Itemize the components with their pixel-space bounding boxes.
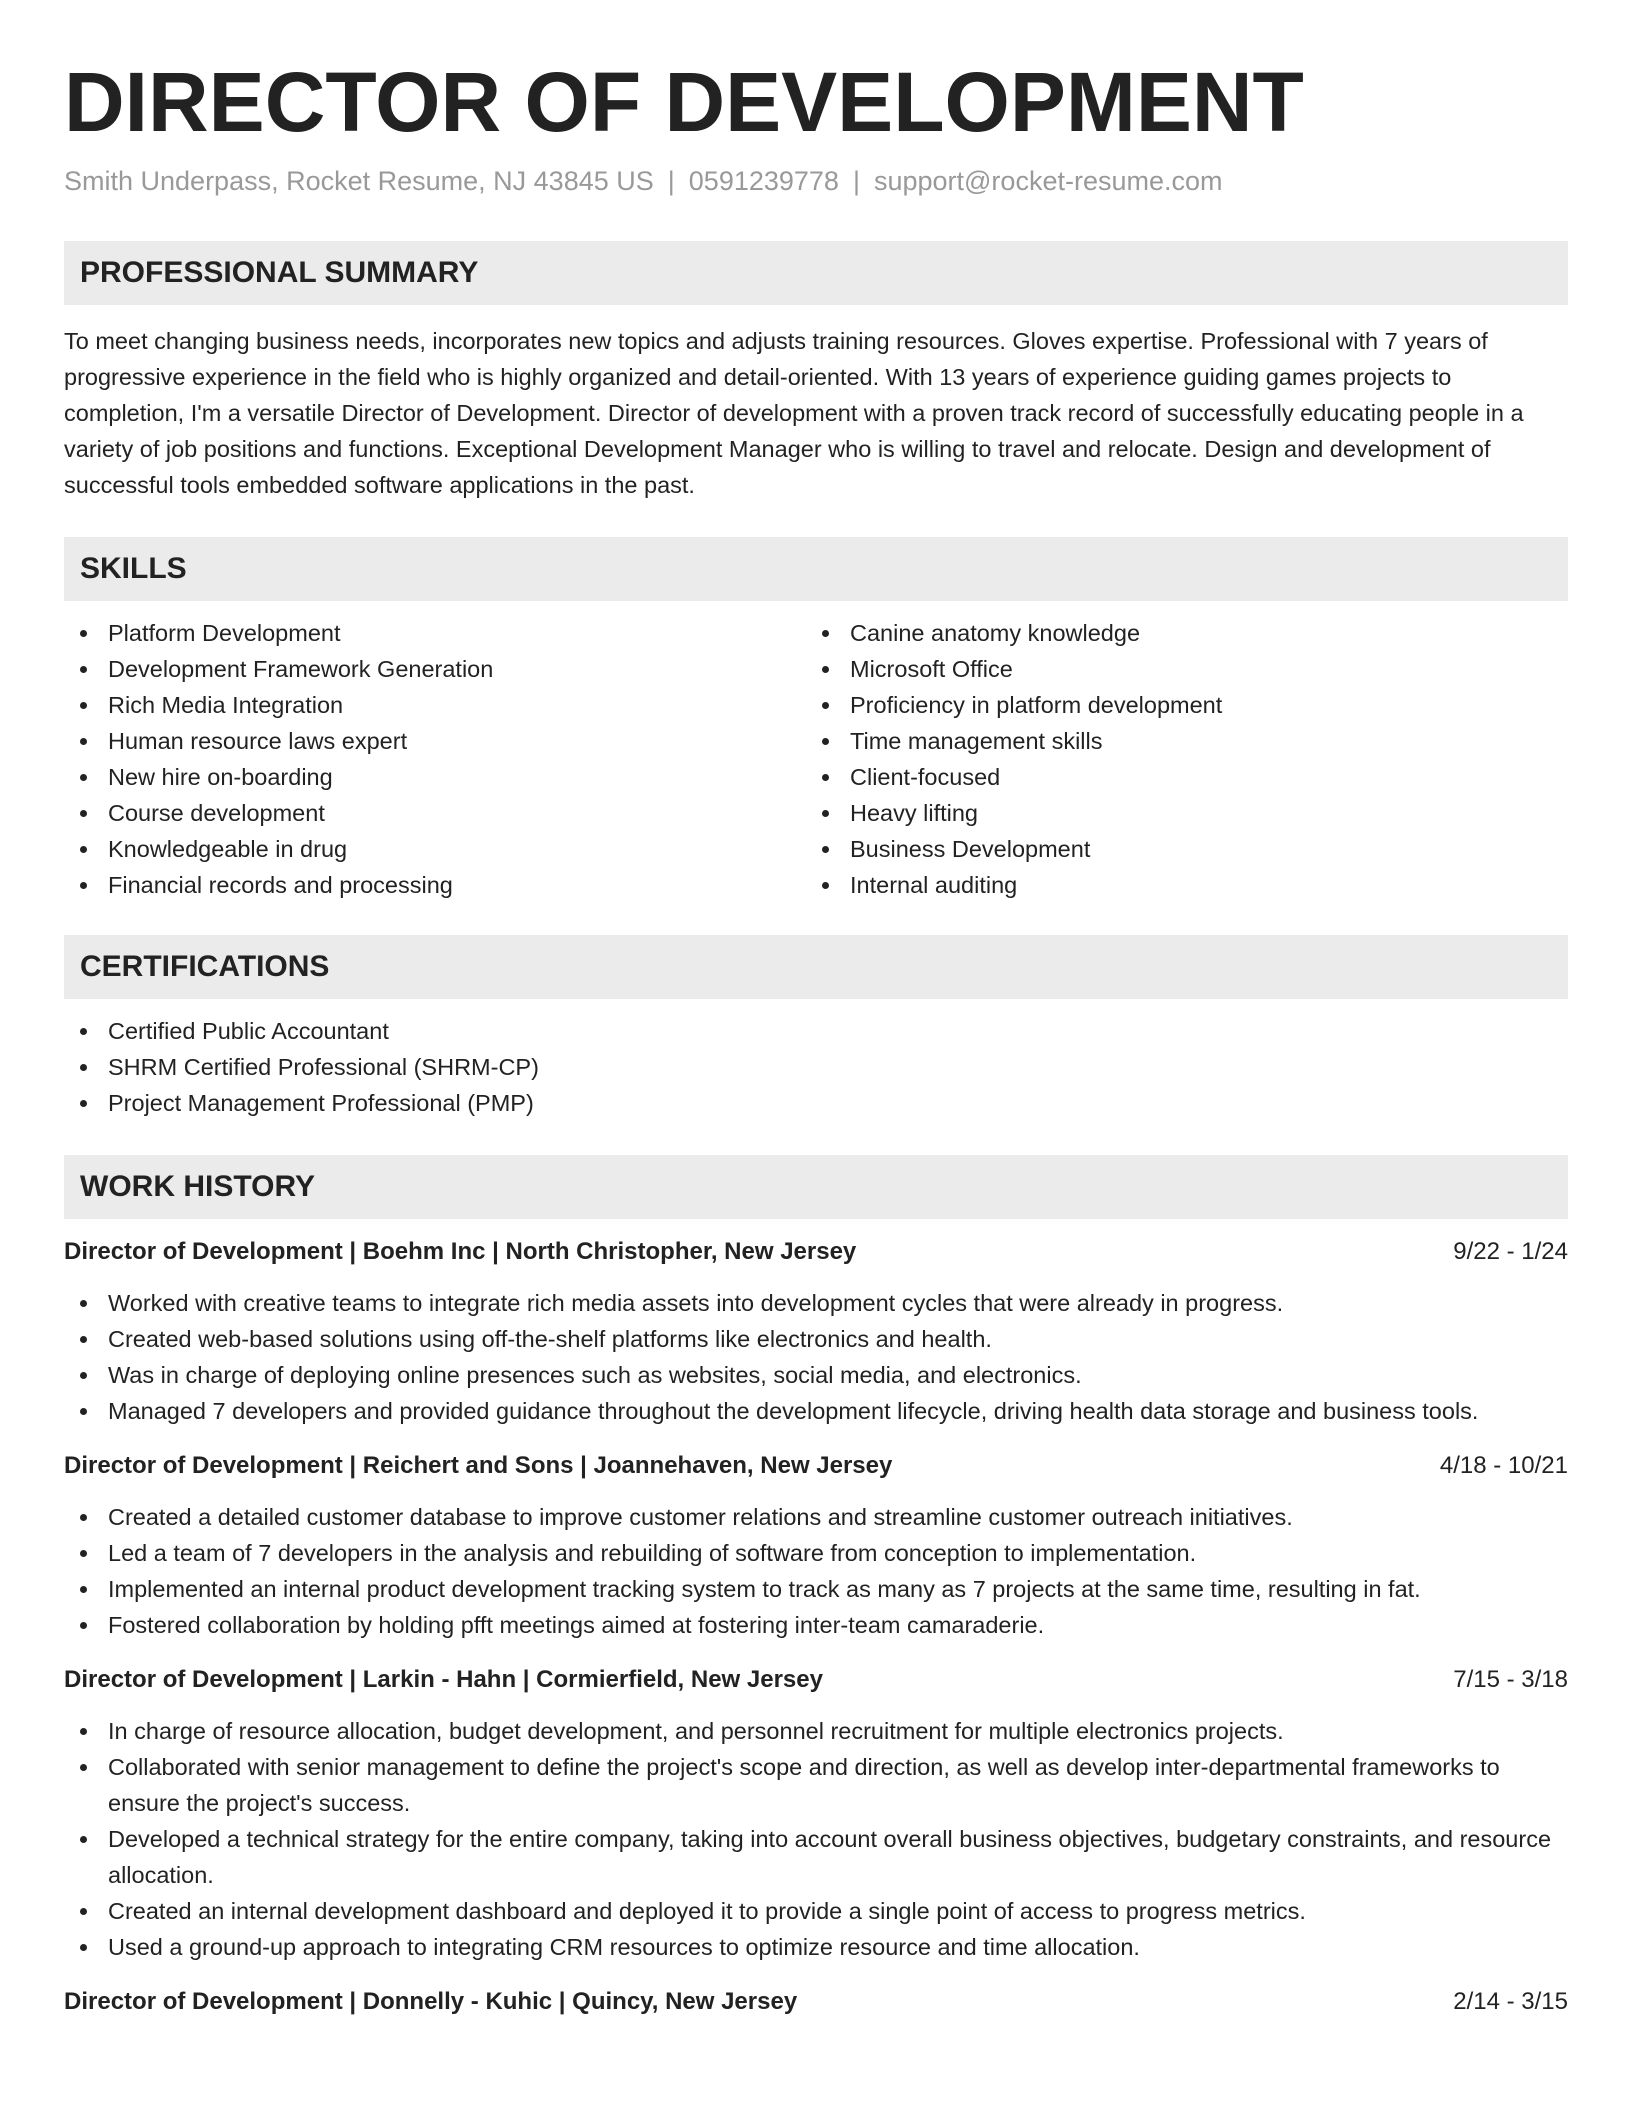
work-history-list <box>64 1235 1568 2019</box>
job-entry <box>64 1235 1568 1429</box>
skill-item: Internal auditing <box>806 867 1548 903</box>
skill-item: Knowledgeable in drug <box>64 831 806 867</box>
job-bullets <box>64 1499 1568 1643</box>
certification-item: Certified Public Accountant <box>64 1013 1568 1049</box>
job-bullet: In charge of resource allocation, budget development, and personnel recruitment for multiple electronics projects. <box>64 1713 1568 1749</box>
skill-item: Development Framework Generation <box>64 651 806 687</box>
job-bullet: Collaborated with senior management to define the project's scope and direction, as well as develop inter-departmental frameworks to ensure the project's success. <box>64 1749 1568 1821</box>
contact-separator: | <box>667 166 675 197</box>
job-dates: 7/15 - 3/18 <box>1453 1666 1568 1694</box>
job-bullets <box>64 1285 1568 1429</box>
skills-grid <box>64 615 1568 903</box>
skills-list-right <box>806 615 1548 903</box>
job-bullet: Created web-based solutions using off-the-shelf platforms like electronics and health. <box>64 1321 1568 1357</box>
job-bullet: Was in charge of deploying online presences such as websites, social media, and electronics. <box>64 1357 1568 1393</box>
skills-list-left <box>64 615 806 903</box>
job-heading: Director of Development | Larkin - Hahn | Cormierfield, New Jersey <box>64 1666 823 1694</box>
skill-item: Heavy lifting <box>806 795 1548 831</box>
section-header-certifications: CERTIFICATIONS <box>64 935 1568 999</box>
job-dates: 2/14 - 3/15 <box>1453 1988 1568 2016</box>
skill-item: Platform Development <box>64 615 806 651</box>
job-heading: Director of Development | Boehm Inc | North Christopher, New Jersey <box>64 1238 857 1266</box>
certifications-list <box>64 1013 1568 1121</box>
skill-item: Human resource laws expert <box>64 723 806 759</box>
job-bullet: Led a team of 7 developers in the analysis and rebuilding of software from conception to implementation. <box>64 1535 1568 1571</box>
job-bullet: Developed a technical strategy for the entire company, taking into account overall business objectives, budgetary constraints, and resource allocation. <box>64 1821 1568 1893</box>
job-header <box>64 1449 1568 1483</box>
skill-item: Business Development <box>806 831 1548 867</box>
job-header <box>64 1985 1568 2019</box>
job-heading: Director of Development | Reichert and Sons | Joannehaven, New Jersey <box>64 1452 893 1480</box>
skill-item: Proficiency in platform development <box>806 687 1548 723</box>
skill-item: Time management skills <box>806 723 1548 759</box>
contact-email: support@rocket-resume.com <box>873 166 1223 197</box>
skill-item: Course development <box>64 795 806 831</box>
certification-item: Project Management Professional (PMP) <box>64 1085 1568 1121</box>
section-header-skills: SKILLS <box>64 537 1568 601</box>
job-dates: 9/22 - 1/24 <box>1453 1238 1568 1266</box>
job-dates: 4/18 - 10/21 <box>1439 1452 1568 1480</box>
contact-line <box>64 164 1568 199</box>
job-bullet: Worked with creative teams to integrate rich media assets into development cycles that were already in progress. <box>64 1285 1568 1321</box>
job-bullet: Created a detailed customer database to improve customer relations and streamline customer outreach initiatives. <box>64 1499 1568 1535</box>
job-bullet: Implemented an internal product development tracking system to track as many as 7 projects at the same time, resulting in fat. <box>64 1571 1568 1607</box>
job-entry <box>64 1985 1568 2019</box>
job-bullet: Fostered collaboration by holding pfft meetings aimed at fostering inter-team camaraderie. <box>64 1607 1568 1643</box>
section-header-summary: PROFESSIONAL SUMMARY <box>64 241 1568 305</box>
summary-text: To meet changing business needs, incorporates new topics and adjusts training resources. Gloves expertise. Professional with 7 years of progressive experience in the field who is highly organized and detail-oriented. With 13 years of experience guiding games projects to completion, I'm a versatile Director of Development. Director of development with a proven track record of successfully educating people in a variety of job positions and functions. Exceptional Development Manager who is willing to travel and relocate. Design and development of successful tools embedded software applications in the past. <box>64 328 1524 499</box>
job-entry <box>64 1663 1568 1965</box>
skill-item: Client-focused <box>806 759 1548 795</box>
skill-item: Financial records and processing <box>64 867 806 903</box>
job-bullet: Created an internal development dashboard and deployed it to provide a single point of access to progress metrics. <box>64 1893 1568 1929</box>
skill-item: Canine anatomy knowledge <box>806 615 1548 651</box>
job-header <box>64 1663 1568 1697</box>
skill-item: Rich Media Integration <box>64 687 806 723</box>
job-bullet: Managed 7 developers and provided guidance throughout the development lifecycle, driving health data storage and business tools. <box>64 1393 1568 1429</box>
certification-item: SHRM Certified Professional (SHRM-CP) <box>64 1049 1568 1085</box>
section-header-work-history: WORK HISTORY <box>64 1155 1568 1219</box>
resume-title: DIRECTOR OF DEVELOPMENT <box>64 55 1304 149</box>
contact-address: Smith Underpass, Rocket Resume, NJ 43845 US <box>64 166 654 197</box>
job-bullet: Used a ground-up approach to integrating CRM resources to optimize resource and time allocation. <box>64 1929 1568 1965</box>
job-entry <box>64 1449 1568 1643</box>
skill-item: New hire on-boarding <box>64 759 806 795</box>
skill-item: Microsoft Office <box>806 651 1548 687</box>
job-heading: Director of Development | Donnelly - Kuhic | Quincy, New Jersey <box>64 1988 798 2016</box>
job-bullets <box>64 1713 1568 1965</box>
contact-separator: | <box>852 166 860 197</box>
job-header <box>64 1235 1568 1269</box>
contact-phone: 0591239778 <box>688 166 839 197</box>
